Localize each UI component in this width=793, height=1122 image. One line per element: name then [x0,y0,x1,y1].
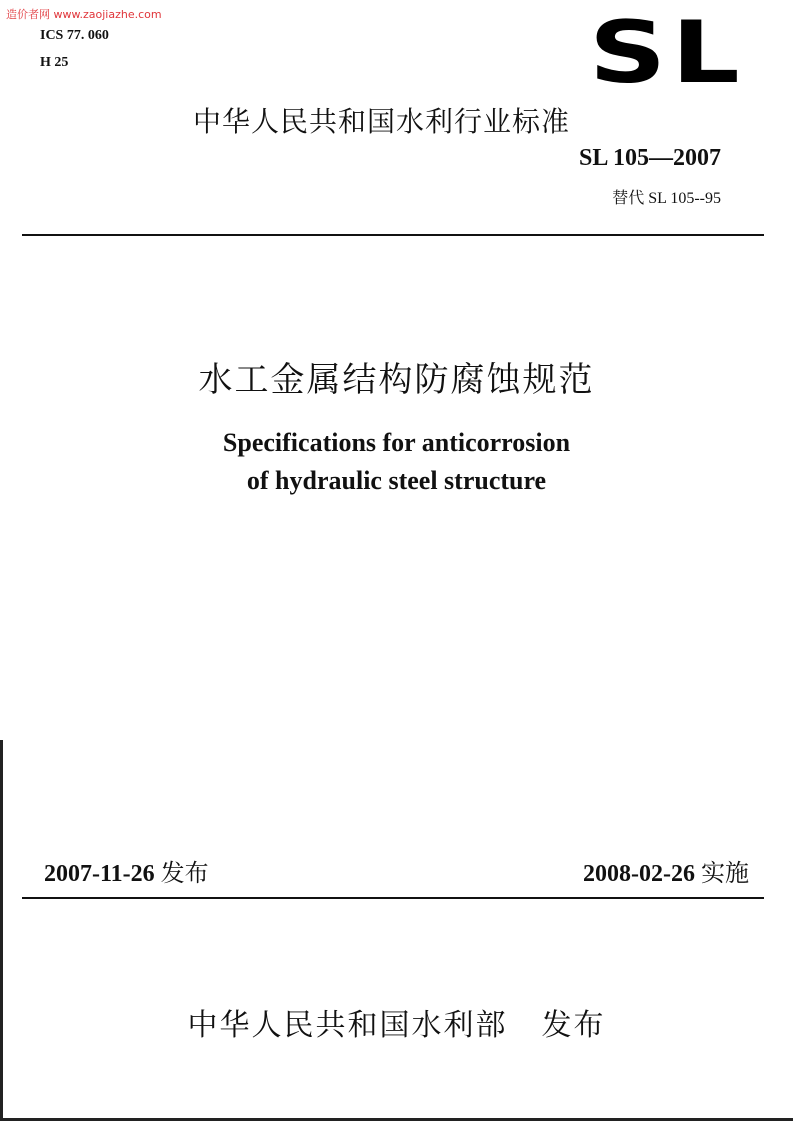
standard-number: SL 105—2007 [578,145,721,171]
issue-date-label: 发布 [160,859,209,887]
watermark: 造价者网 www.zaojiazhe.com [6,8,162,21]
publisher-action: 发布 [541,1008,606,1043]
document-title-en [0,424,793,500]
bottom-divider [22,897,764,899]
publisher-org: 中华人民共和国水利部 [187,1008,508,1043]
title-en-line1: Specifications for anticorrosion [222,428,571,457]
issue-date [44,853,209,888]
document-title-cn: 水工金属结构防腐蚀规范 [198,360,595,400]
classification-code: H 25 [40,55,69,70]
implementation-date-value: 2008-02-26 [583,861,695,887]
sl-logo: SL [589,3,745,103]
title-en-line2: of hydraulic steel structure [246,466,547,495]
replaces-standard: 替代 SL 105--95 [612,190,721,207]
scan-left-edge [0,740,3,1120]
implementation-date [583,853,749,888]
implementation-date-label: 实施 [701,859,749,887]
issue-date-value: 2007-11-26 [44,861,155,887]
ics-code: ICS 77. 060 [40,28,109,43]
publisher [0,1000,793,1044]
scan-bottom-edge [0,1118,793,1121]
industry-standard-title: 中华人民共和国水利行业标准 [193,105,571,138]
top-divider [22,234,764,236]
